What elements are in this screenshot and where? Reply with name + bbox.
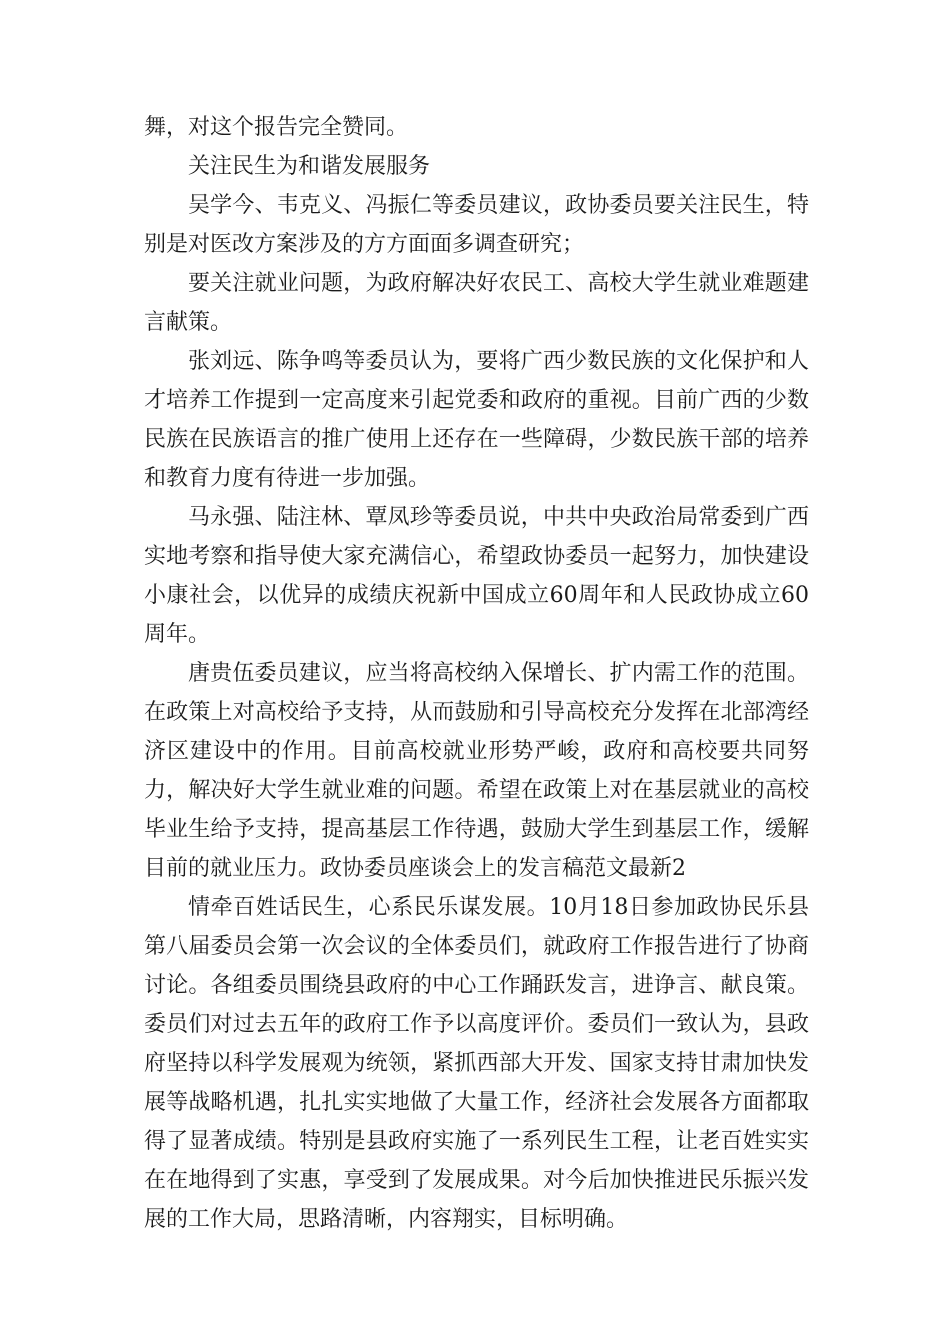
paragraph: 张刘远、陈争鸣等委员认为，要将广西少数民族的文化保护和人才培养工作提到一定高度来引起党委和政府的重视。目前广西的少数民族在民族语言的推广使用上还存在一些障碍，少数民族干部的培养和教育力度有待进一步加强。 [144,349,809,491]
section-heading: 关注民生为和谐发展服务 [188,154,431,179]
paragraph: 马永强、陆注林、覃凤珍等委员说，中共中央政治局常委到广西实地考察和指导使大家充满信心，希望政协委员一起努力，加快建设小康社会，以优异的成绩庆祝新中国成立60周年和人民政协成立60周年。 [144,505,809,647]
paragraph: 吴学今、韦克义、冯振仁等委员建议，政协委员要关注民生，特别是对医改方案涉及的方方面面多调查研究； [144,193,809,257]
paragraph: 情牵百姓话民生，心系民乐谋发展。10月18日参加政协民乐县第八届委员会第一次会议的全体委员们，就政府工作报告进行了协商讨论。各组委员围绕县政府的中心工作踊跃发言，进诤言、献良策。委员们对过去五年的政府工作予以高度评价。委员们一致认为，县政府坚持以科学发展观为统领，紧抓西部大开发、国家支持甘肃加快发展等战略机遇，扎扎实实地做了大量工作，经济社会发展各方面都取得了显著成绩。特别是县政府实施了一系列民生工程，让老百姓实实在在地得到了实惠，享受到了发展成果。对今后加快推进民乐振兴发展的工作大局，思路清晰，内容翔实，目标明确。 [144,895,809,1232]
paragraph-continuation: 舞，对这个报告完全赞同。 [144,115,409,140]
paragraph: 唐贵伍委员建议，应当将高校纳入保增长、扩内需工作的范围。在政策上对高校给予支持，从而鼓励和引导高校充分发挥在北部湾经济区建设中的作用。目前高校就业形势严峻，政府和高校要共同努力，解决好大学生就业难的问题。希望在政策上对在基层就业的高校毕业生给予支持，提高基层工作待遇，鼓励大学生到基层工作，缓解目前的就业压力。政协委员座谈会上的发言稿范文最新2 [144,661,809,881]
paragraph: 要关注就业问题，为政府解决好农民工、高校大学生就业难题建言献策。 [144,271,809,335]
document-body [144,108,809,1239]
